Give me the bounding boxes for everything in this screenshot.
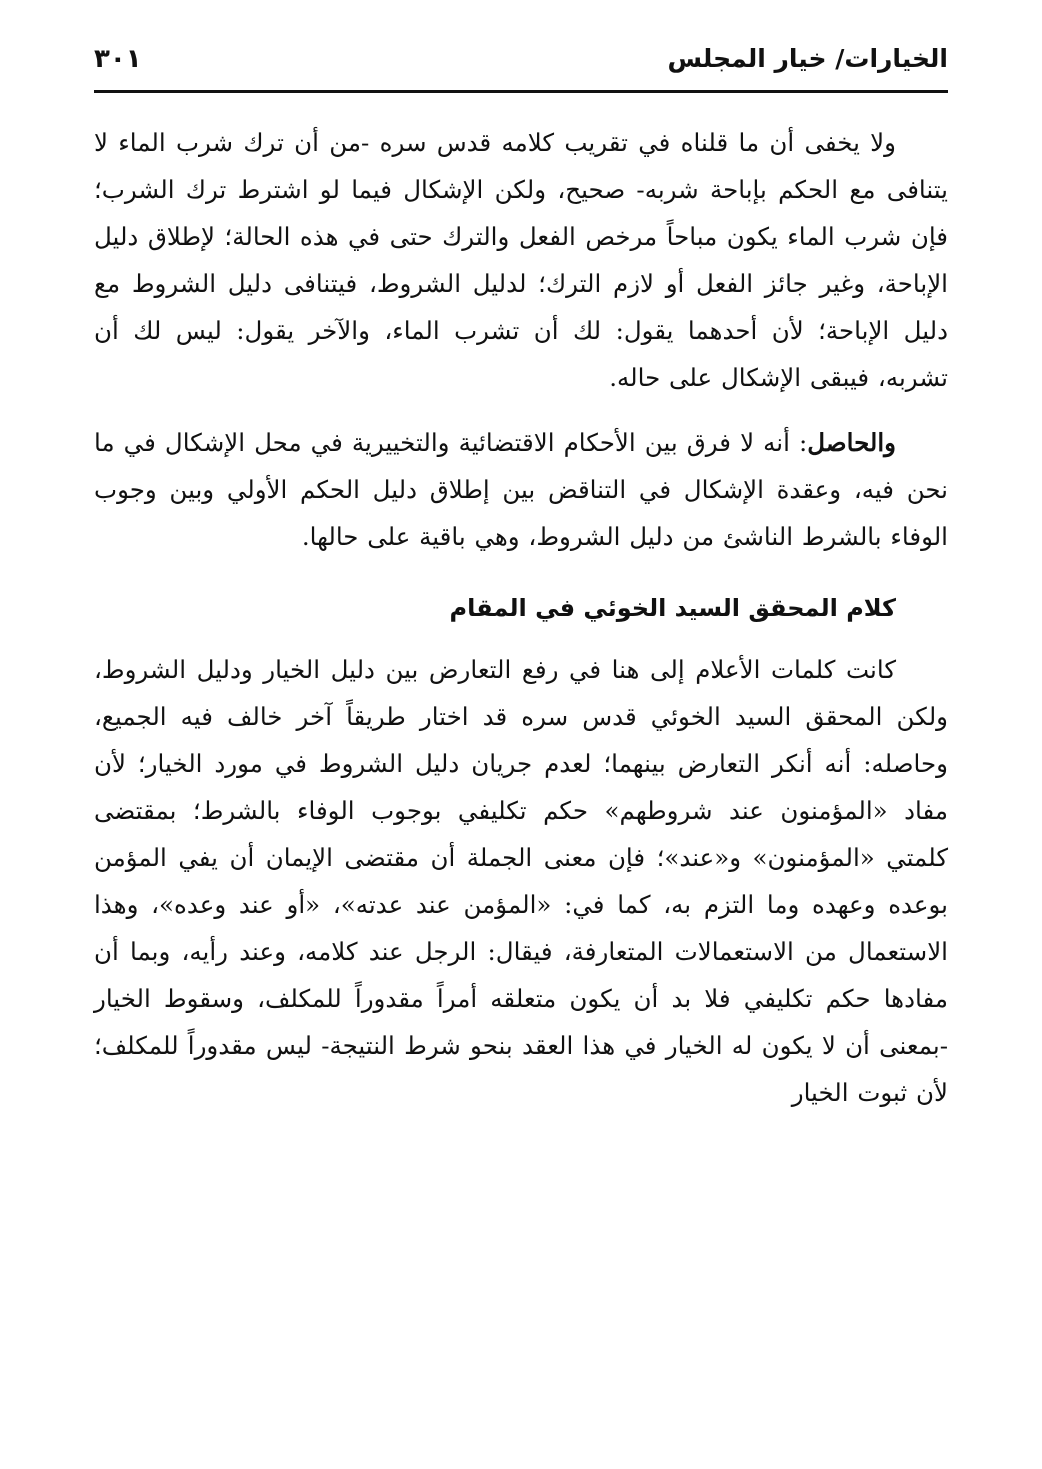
- paragraph-2-text: : أنه لا فرق بين الأحكام الاقتضائية والتخييرية في محل الإشكال في ما نحن فيه، وعقدة الإشكال في التناقض بين إطلاق دليل الحكم الأولي وبين وجوب الوفاء بالشرط الناشئ من دليل الشروط، وهي باقية على حالها.: [94, 428, 948, 551]
- running-header: [94, 38, 948, 90]
- body-text: [94, 119, 948, 1116]
- header-rule: [94, 90, 948, 93]
- page-number: ٣٠١: [94, 44, 142, 74]
- paragraph-1: ولا يخفى أن ما قلناه في تقريب كلامه قدس سره -من أن ترك شرب الماء لا يتنافى مع الحكم بإباحة شربه- صحيح، ولكن الإشكال فيما لو اشترط ترك الشرب؛ فإن شرب الماء يكون مباحاً مرخص الفعل والترك حتى في هذه الحالة؛ لإطلاق دليل الإباحة، وغير جائز الفعل أو لازم الترك؛ لدليل الشروط، فيتنافى دليل الشروط مع دليل الإباحة؛ لأن أحدهما يقول: لك أن تشرب الماء، والآخر يقول: ليس لك أن تشربه، فيبقى الإشكال على حاله.: [94, 128, 948, 392]
- section-heading: كلام المحقق السيد الخوئي في المقام: [449, 594, 896, 622]
- paragraph-3: كانت كلمات الأعلام إلى هنا في رفع التعارض بين دليل الخيار ودليل الشروط، ولكن المحقق السيد الخوئي قدس سره قد اختار طريقاً آخر خالف فيه الجميع، وحاصله: أنه أنكر التعارض بينهما؛ لعدم جريان دليل الشروط في مورد الخيار؛ لأن مفاد «المؤمنون عند شروطهم» حكم تكليفي بوجوب الوفاء بالشرط؛ بمقتضى كلمتي «المؤمنون» و«عند»؛ فإن معنى الجملة أن مقتضى الإيمان أن يفي المؤمن بوعده وعهده وما التزم به، كما في: «المؤمن عند عدته»، «أو عند وعده»، وهذا الاستعمال من الاستعمالات المتعارفة، فيقال: الرجل عند كلامه، وعند رأيه، وبما أن مفادها حكم تكليفي فلا بد أن يكون متعلقه أمراً مقدوراً للمكلف، وسقوط الخيار -بمعنى أن لا يكون له الخيار في هذا العقد بنحو شرط النتيجة- ليس مقدوراً للمكلف؛ لأن ثبوت الخيار: [94, 655, 948, 1107]
- running-title: الخيارات/ خيار المجلس: [667, 44, 948, 73]
- document-page: [94, 38, 948, 1438]
- lead-term: والحاصل: [807, 428, 896, 457]
- heading-spacer: [94, 628, 948, 646]
- section-spacer: [94, 560, 948, 588]
- paragraph-spacer: [94, 401, 948, 419]
- paragraph-2: [94, 419, 948, 560]
